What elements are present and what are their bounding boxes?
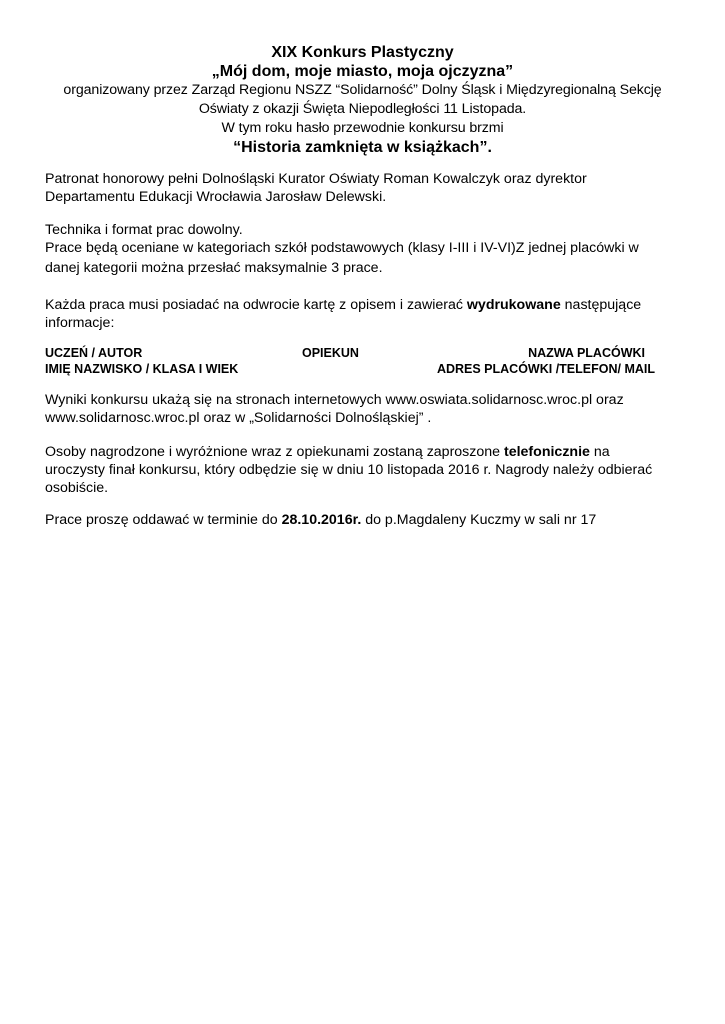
awards-text-before: Osoby nagrodzone i wyróżnione wraz z opiekunami zostaną zaproszone [45, 444, 504, 460]
technique-line-3: danej kategorii można przesłać maksymalnie 3 prace. [45, 260, 383, 276]
results-line-2: www.solidarnosc.wroc.pl oraz w „Solidarności Dolnośląskiej” . [45, 410, 432, 426]
awards-bold-word: telefonicznie [503, 444, 590, 460]
contest-motto: “Historia zamknięta w książkach”. [233, 139, 492, 156]
organizer-line-2: Oświaty z okazji Święta Niepodległości 11 Listopada. [198, 101, 527, 117]
patronage-line-1: Patronat honorowy pełni Dolnośląski Kurator Oświaty Roman Kowalczyk oraz dyrektor [45, 171, 587, 187]
awards-paragraph [45, 443, 685, 497]
awards-line-3: osobiście. [45, 480, 109, 496]
info-columns-row-1 [45, 345, 655, 361]
results-paragraph [45, 391, 685, 427]
awards-line-2: uroczysty finał konkursu, który odbędzie się w dniu 10 listopada 2016 r. Nagrody należy odbierać [45, 462, 653, 478]
results-line-1: Wyniki konkursu ukażą się na stronach internetowych www.oswiata.solidarnosc.wroc.pl oraz [45, 392, 624, 408]
organizer-line-1: organizowany przez Zarząd Regionu NSZZ “Solidarność” Dolny Śląsk i Międzyregionalną Sekcję [63, 82, 662, 98]
requirements-text-before: Każda praca musi posiadać na odwrocie kartę z opisem i zawierać [45, 297, 467, 313]
document-header [30, 43, 695, 157]
requirements-bold-word: wydrukowane [466, 297, 561, 313]
deadline-date: 28.10.2016r. [281, 512, 362, 528]
requirements-text-after: następujące [560, 297, 642, 313]
column-opiekun: OPIEKUN [302, 346, 359, 360]
requirements-paragraph [45, 296, 685, 332]
info-columns [45, 345, 655, 377]
awards-text-after: na [589, 444, 610, 460]
requirements-line-2: informacje: [45, 315, 115, 331]
deadline-text-before: Prace proszę oddawać w terminie do [45, 512, 282, 528]
column-imie-nazwisko: IMIĘ NAZWISKO / KLASA I WIEK [45, 362, 239, 376]
contest-title: XIX Konkurs Plastyczny [271, 44, 454, 61]
column-adres-placowki: ADRES PLACÓWKI /TELEFON/ MAIL [436, 362, 655, 376]
technique-line-2: Prace będą oceniane w kategoriach szkół podstawowych (klasy I-III i IV-VI)Z jednej placówki w [45, 240, 639, 256]
technique-paragraph [45, 221, 685, 277]
deadline-paragraph [45, 511, 685, 529]
patronage-paragraph [45, 170, 685, 206]
contest-subtitle: „Mój dom, moje miasto, moja ojczyzna” [211, 63, 514, 80]
deadline-text-after: do p.Magdaleny Kuczmy w sali nr 17 [361, 512, 597, 528]
column-uczen: UCZEŃ / AUTOR [45, 346, 143, 360]
technique-line-1: Technika i format prac dowolny. [45, 222, 243, 238]
deadline-line [45, 511, 685, 529]
requirements-line-1 [45, 296, 685, 314]
info-columns-row-2 [45, 361, 655, 377]
awards-line-1 [45, 443, 685, 461]
patronage-line-2: Departamentu Edukacji Wrocławia Jarosław Delewski. [45, 189, 387, 205]
organizer-line-3: W tym roku hasło przewodnie konkursu brzmi [221, 120, 504, 136]
column-nazwa-placowki: NAZWA PLACÓWKI [528, 346, 645, 360]
